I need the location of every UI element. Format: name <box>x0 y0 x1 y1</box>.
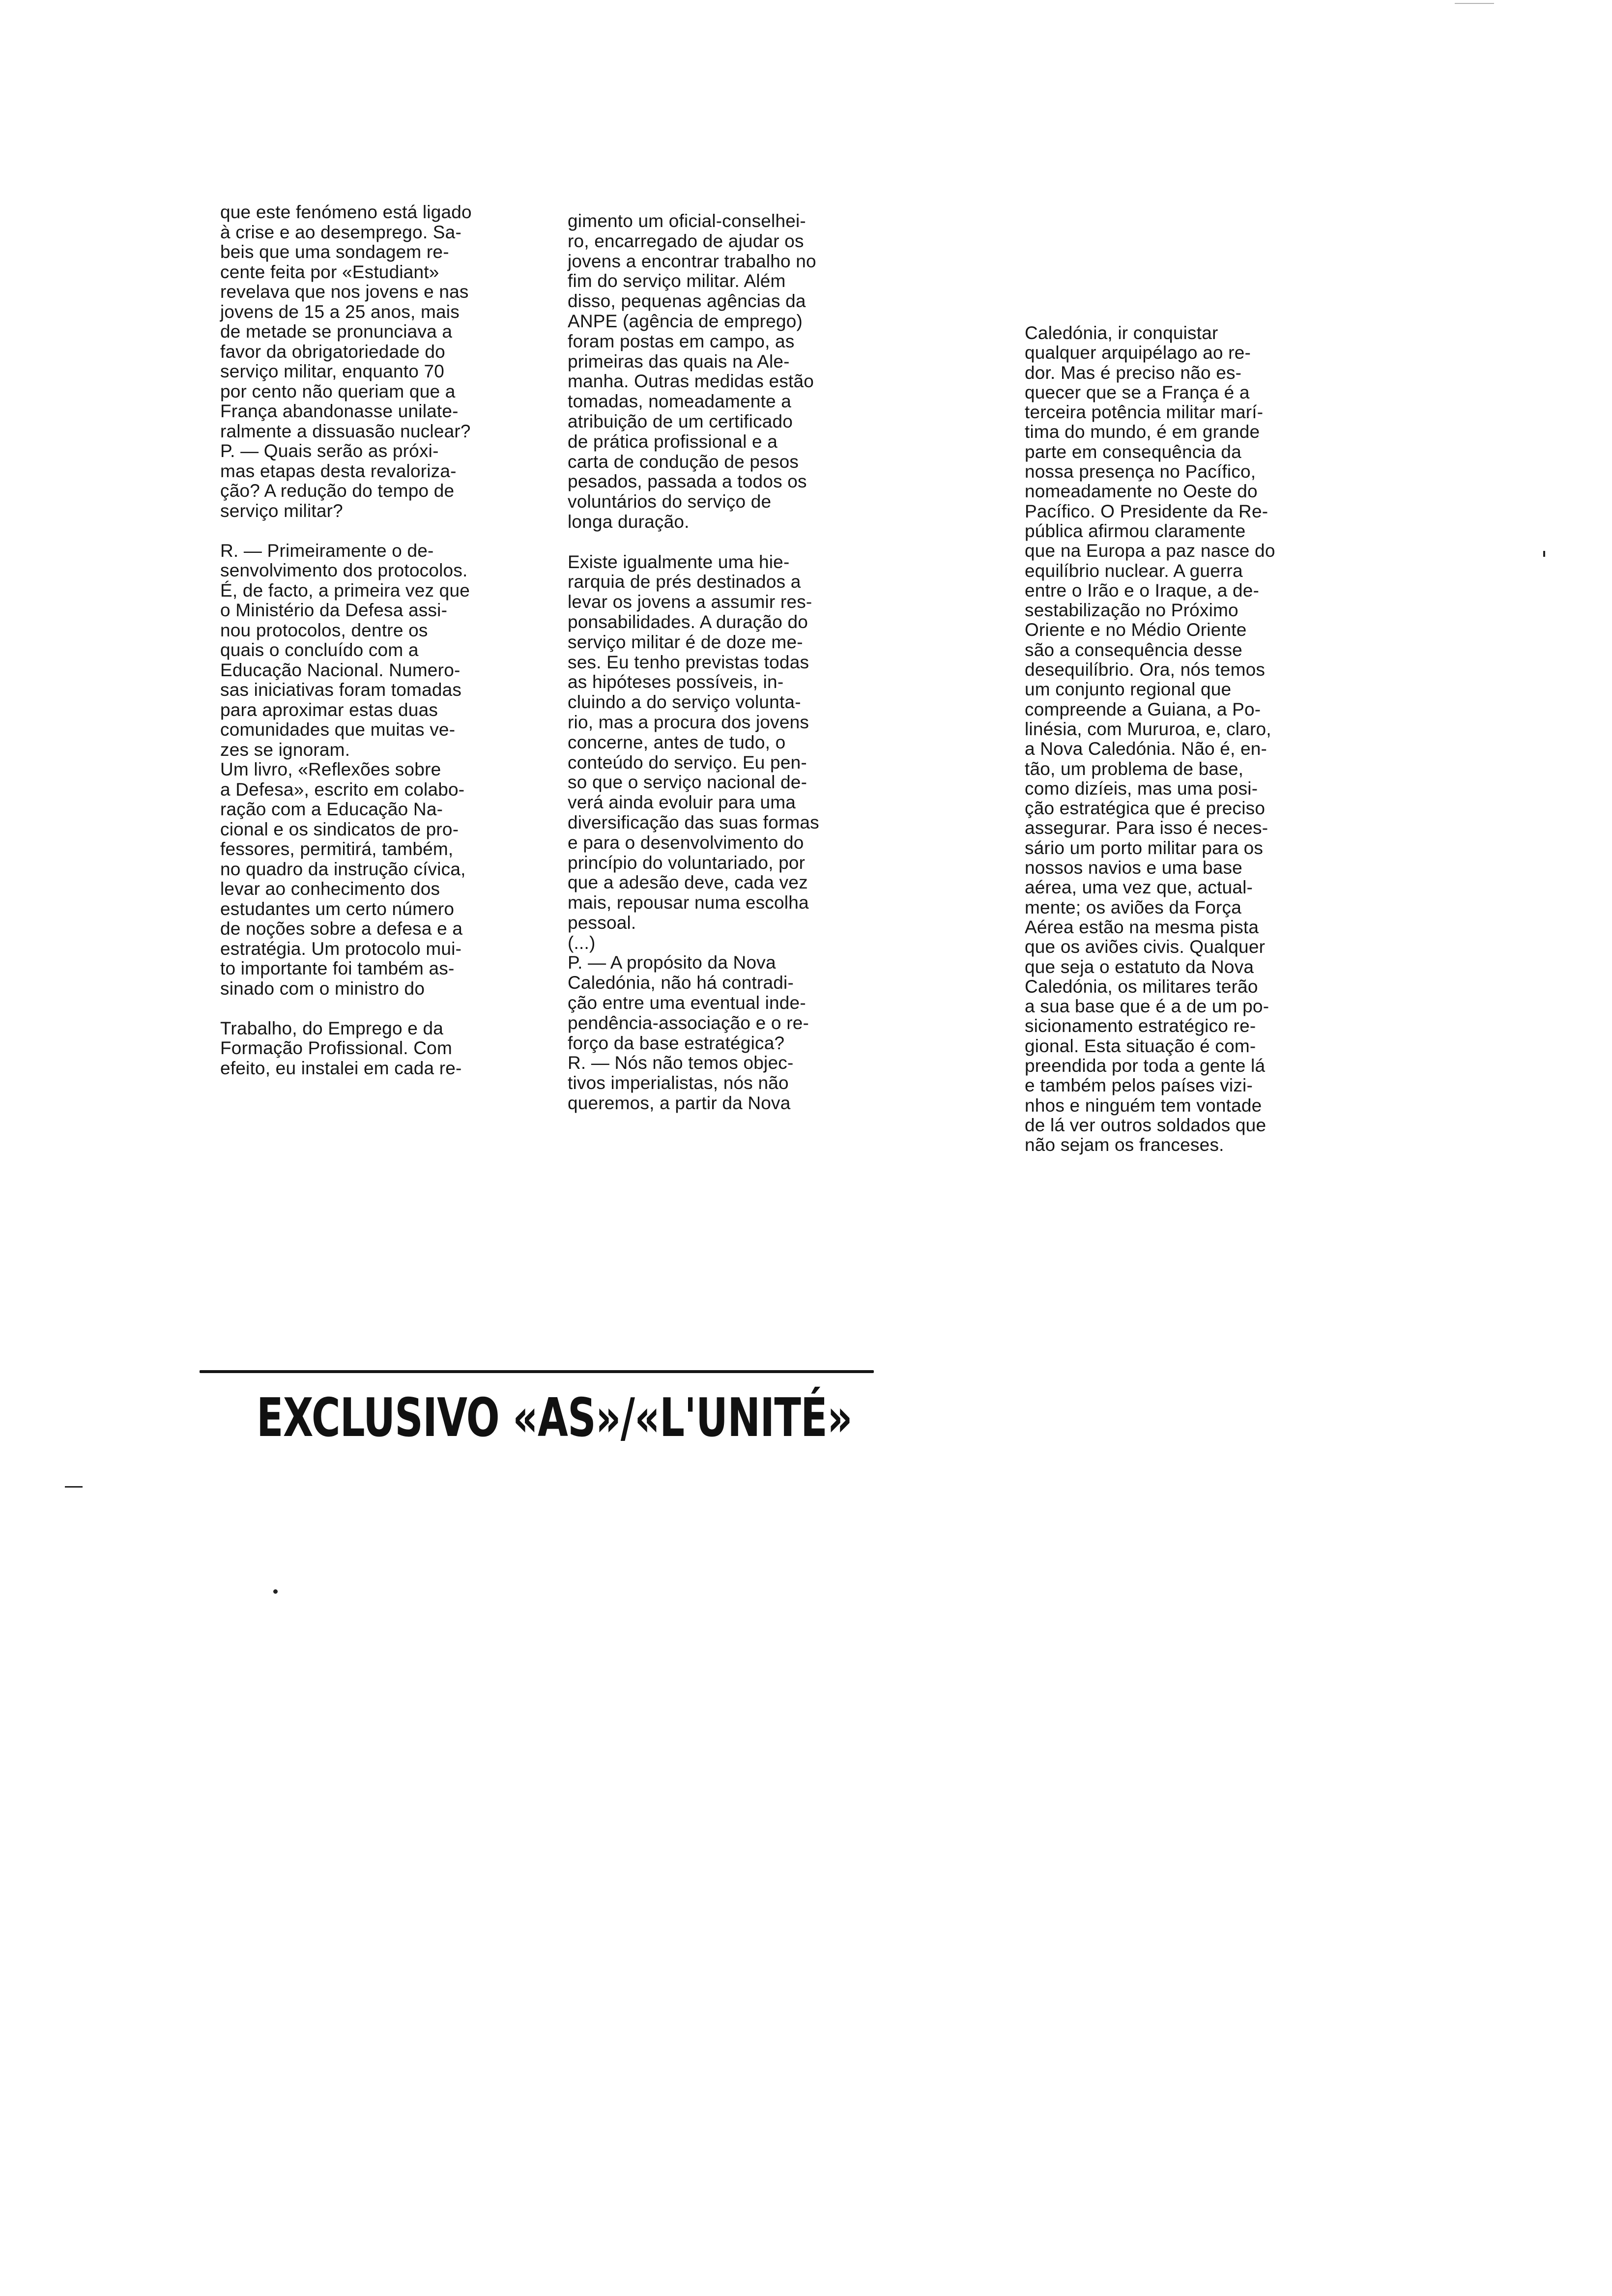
scan-speck <box>65 1486 83 1488</box>
text-line: ção estratégica que é preciso <box>1025 798 1266 819</box>
scan-speck <box>1543 551 1545 557</box>
text-line: concerne, antes de tudo, o <box>568 732 786 752</box>
text-line <box>220 521 535 541</box>
text-line: terceira potência militar marí- <box>1025 402 1264 423</box>
text-line: voluntários do serviço de <box>568 491 772 512</box>
text-line: pessoal. <box>568 912 636 933</box>
text-line: É, de facto, a primeira vez que <box>220 580 470 601</box>
text-line: pública afirmou claramente <box>1025 520 1246 541</box>
text-line: são a consequência desse <box>1025 639 1242 660</box>
text-line: foram postas em campo, as <box>568 331 795 351</box>
text-line: ANPE (agência de emprego) <box>568 311 803 331</box>
text-line: não sejam os franceses. <box>1025 1135 1224 1155</box>
text-line: favor da obrigatoriedade do <box>220 341 445 362</box>
text-line: de noções sobre a defesa e a <box>220 918 463 939</box>
text-line: a sua base que é a de um po- <box>1025 996 1269 1017</box>
text-line: que a adesão deve, cada vez <box>568 872 808 893</box>
text-line: estratégia. Um protocolo mui- <box>220 938 462 959</box>
text-line: tomadas, nomeadamente a <box>568 391 792 412</box>
text-line: nhos e ninguém tem vontade <box>1025 1095 1262 1116</box>
text-line: mente; os aviões da Força <box>1025 897 1241 918</box>
text-line: Um livro, «Reflexões sobre <box>220 759 441 779</box>
text-line: preendida por toda a gente lá <box>1025 1055 1266 1076</box>
text-line: as hipóteses possíveis, in- <box>568 672 784 692</box>
text-line: verá ainda evoluir para uma <box>568 792 796 813</box>
text-line: sas iniciativas foram tomadas <box>220 680 462 700</box>
text-line: longa duração. <box>568 511 690 532</box>
text-line: so que o serviço nacional de- <box>568 772 807 793</box>
text-line: desequilíbrio. Ora, nós temos <box>1025 660 1266 680</box>
text-line: P. — A propósito da Nova <box>568 952 776 973</box>
text-line: França abandonasse unilate- <box>220 401 459 421</box>
text-line: Caledónia, não há contradi- <box>568 973 794 993</box>
text-line: cluindo a do serviço volunta- <box>568 692 801 713</box>
text-line: no quadro da instrução cívica, <box>220 859 466 879</box>
text-line: comunidades que muitas ve- <box>220 719 456 740</box>
text-line: tivos imperialistas, nós não <box>568 1073 789 1093</box>
scan-speck <box>1455 3 1494 4</box>
article-column-2 <box>568 211 892 1114</box>
text-line: Pacífico. O Presidente da Re- <box>1025 501 1268 521</box>
text-line: Trabalho, do Emprego e da <box>220 1018 444 1038</box>
text-line: queremos, a partir da Nova <box>568 1093 791 1114</box>
text-line: para aproximar estas duas <box>220 699 438 720</box>
text-line: que na Europa a paz nasce do <box>1025 541 1275 561</box>
text-line: ralmente a dissuasão nuclear? <box>220 421 471 441</box>
text-line: beis que uma sondagem re- <box>220 242 449 262</box>
text-line: zes se ignoram. <box>220 739 350 760</box>
text-line: a Defesa», escrito em colabo- <box>220 779 465 800</box>
text-line: a Nova Caledónia. Não é, en- <box>1025 739 1267 759</box>
text-line: nossa presença no Pacífico, <box>1025 461 1256 482</box>
text-line: R. — Primeiramente o de- <box>220 540 434 561</box>
text-line: como dizíeis, mas uma posi- <box>1025 778 1258 799</box>
text-line: serviço militar, enquanto 70 <box>220 361 445 381</box>
scan-speck <box>273 1589 278 1594</box>
text-line: ção entre uma eventual inde- <box>568 993 806 1013</box>
text-line: compreende a Guiana, a Po- <box>1025 699 1261 719</box>
text-line: R. — Nós não temos objec- <box>568 1053 794 1073</box>
text-line: Existe igualmente uma hie- <box>568 551 790 572</box>
text-line <box>220 999 535 1019</box>
text-line <box>568 532 892 552</box>
text-line: pendência-associação e o re- <box>568 1012 809 1033</box>
text-line: primeiras das quais na Ale- <box>568 351 790 372</box>
text-line: cional e os sindicatos de pro- <box>220 819 459 839</box>
text-line: levar ao conhecimento dos <box>220 879 440 899</box>
text-line: fessores, permitirá, também, <box>220 839 454 859</box>
text-line: que seja o estatuto da Nova <box>1025 956 1254 977</box>
text-line: gional. Esta situação é com- <box>1025 1035 1256 1056</box>
text-line: cente feita por «Estudiant» <box>220 261 439 282</box>
text-line: Caledónia, ir conquistar <box>1025 323 1218 343</box>
text-line: sário um porto militar para os <box>1025 837 1264 858</box>
text-line: tima do mundo, é em grande <box>1025 422 1260 442</box>
text-line: disso, pequenas agências da <box>568 291 806 312</box>
text-line: to importante foi também as- <box>220 958 455 978</box>
text-line: carta de condução de pesos <box>568 451 799 472</box>
text-line: assegurar. Para isso é neces- <box>1025 818 1268 838</box>
text-line: linésia, com Mururoa, e, claro, <box>1025 718 1271 739</box>
text-line: princípio do voluntariado, por <box>568 852 806 873</box>
text-line: aérea, uma vez que, actual- <box>1025 877 1253 898</box>
text-line: à crise e ao desemprego. Sa- <box>220 222 461 242</box>
article-column-3 <box>1025 323 1339 1155</box>
text-line: ses. Eu tenho previstas todas <box>568 652 809 672</box>
text-line: jovens a encontrar trabalho no <box>568 251 816 271</box>
text-line: de prática profissional e a <box>568 431 778 452</box>
text-line: quecer que se a França é a <box>1025 382 1250 402</box>
text-line: dor. Mas é preciso não es- <box>1025 362 1242 383</box>
text-line: parte em consequência da <box>1025 441 1241 462</box>
headline: EXCLUSIVO «AS»/«L'UNITÉ» <box>257 1387 852 1449</box>
text-line: o Ministério da Defesa assi- <box>220 600 448 620</box>
text-line: jovens de 15 a 25 anos, mais <box>220 301 460 322</box>
text-line: de metade se pronunciava a <box>220 321 453 342</box>
text-line: sicionamento estratégico re- <box>1025 1016 1256 1036</box>
text-line: equilíbrio nuclear. A guerra <box>1025 560 1243 581</box>
text-line: estudantes um certo número <box>220 898 455 919</box>
text-line: qualquer arquipélago ao re- <box>1025 343 1251 363</box>
text-line: senvolvimento dos protocolos. <box>220 560 468 580</box>
text-line: pesados, passada a todos os <box>568 471 807 492</box>
text-line: sestabilização no Próximo <box>1025 600 1238 621</box>
text-line: Oriente e no Médio Oriente <box>1025 620 1247 640</box>
text-line: sinado com o ministro do <box>220 978 425 999</box>
text-line: nou protocolos, dentre os <box>220 620 428 640</box>
text-line: revelava que nos jovens e nas <box>220 282 469 302</box>
text-line: conteúdo do serviço. Eu pen- <box>568 752 807 773</box>
text-line: ro, encarregado de ajudar os <box>568 230 804 251</box>
text-line: e para o desenvolvimento do <box>568 832 804 853</box>
headline-rule <box>200 1370 874 1373</box>
text-line: tão, um problema de base, <box>1025 758 1244 779</box>
text-line: Educação Nacional. Numero- <box>220 660 461 680</box>
text-line: diversificação das suas formas <box>568 812 819 832</box>
text-line: rarquia de prés destinados a <box>568 572 801 592</box>
text-line: (...) <box>568 932 596 953</box>
text-line: fim do serviço militar. Além <box>568 271 786 291</box>
text-line: levar os jovens a assumir res- <box>568 592 812 612</box>
text-line: um conjunto regional que <box>1025 679 1232 700</box>
text-line: nossos navios e uma base <box>1025 858 1242 878</box>
article-column-1 <box>220 202 535 1078</box>
text-line: forço da base estratégica? <box>568 1033 785 1053</box>
text-line: manha. Outras medidas estão <box>568 371 814 392</box>
text-line: ponsabilidades. A duração do <box>568 611 808 632</box>
text-line: e também pelos países vizi- <box>1025 1075 1253 1096</box>
text-line: que este fenómeno está ligado <box>220 202 472 222</box>
text-line: ração com a Educação Na- <box>220 799 443 819</box>
text-line: entre o Irão e o Iraque, a de- <box>1025 580 1260 601</box>
text-line: efeito, eu instalei em cada re- <box>220 1058 462 1078</box>
text-line: mas etapas desta revaloriza- <box>220 460 457 481</box>
text-line: ção? A redução do tempo de <box>220 481 455 501</box>
text-line: mais, repousar numa escolha <box>568 892 809 913</box>
text-line: nomeadamente no Oeste do <box>1025 481 1258 502</box>
text-line: de lá ver outros soldados que <box>1025 1115 1267 1135</box>
text-line: Formação Profissional. Com <box>220 1038 452 1058</box>
text-line: quais o concluído com a <box>220 640 419 660</box>
text-line: gimento um oficial-conselhei- <box>568 211 806 231</box>
text-line: P. — Quais serão as próxi- <box>220 441 439 461</box>
text-line: serviço militar? <box>220 500 343 521</box>
text-line: Aérea estão na mesma pista <box>1025 917 1259 937</box>
text-line: Caledónia, os militares terão <box>1025 976 1258 997</box>
text-line: atribuição de um certificado <box>568 411 793 431</box>
text-line: rio, mas a procura dos jovens <box>568 712 809 732</box>
text-line: que os aviões civis. Qualquer <box>1025 937 1266 957</box>
text-line: serviço militar é de doze me- <box>568 631 803 652</box>
text-line: por cento não queriam que a <box>220 381 456 402</box>
